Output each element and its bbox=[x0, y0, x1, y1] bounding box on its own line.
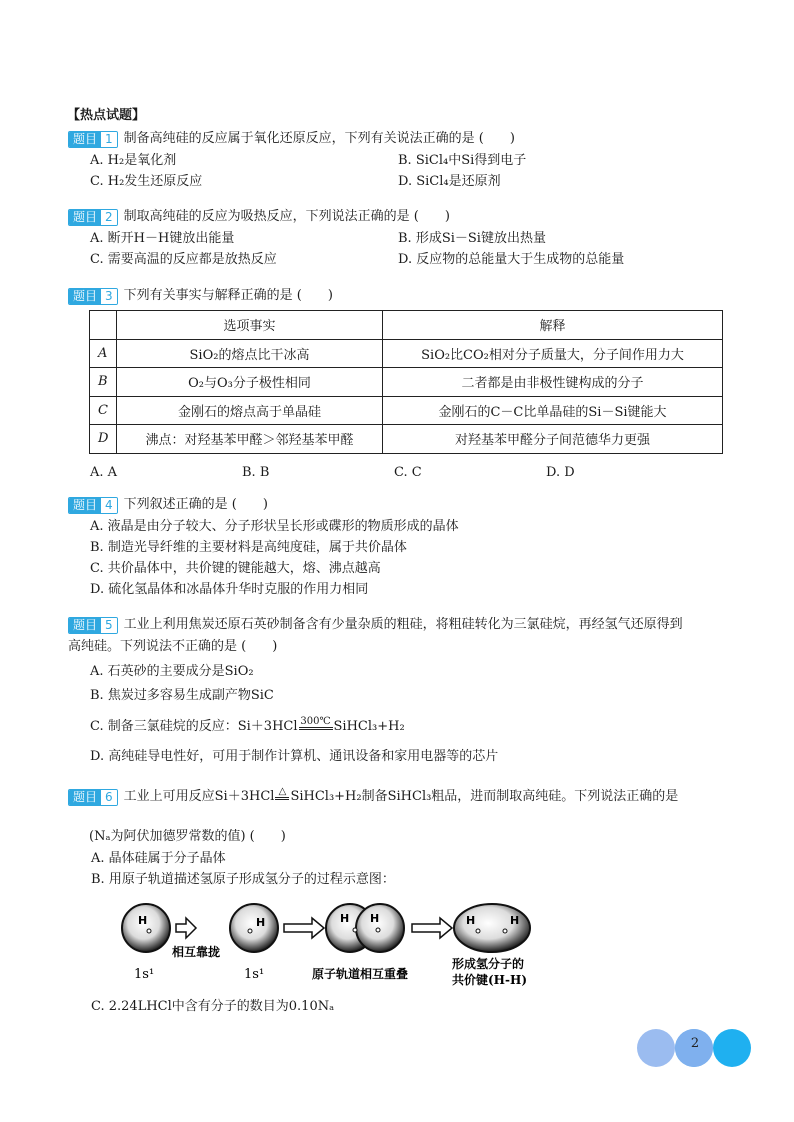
table-row bbox=[90, 368, 723, 397]
option-c: C. 需要高温的反应都是放热反应 bbox=[90, 252, 277, 267]
reaction-condition: △ bbox=[275, 787, 289, 808]
arrow-icon bbox=[284, 918, 324, 938]
page-number: 2 bbox=[690, 1036, 700, 1051]
equals-sign bbox=[299, 727, 333, 730]
table-cell: 金刚石的熔点高于单晶硅 bbox=[117, 396, 383, 425]
table-cell: 二者都是由非极性键构成的分子 bbox=[383, 368, 723, 397]
svg-text:相互靠拢: 相互靠拢 bbox=[172, 945, 221, 959]
arrow-icon bbox=[176, 918, 196, 938]
table-cell: SiO₂的熔点比干冰高 bbox=[117, 339, 383, 368]
option-d: D. SiCl₄是还原剂 bbox=[398, 174, 501, 189]
option-b: B. 制造光导纤维的主要材料是高纯度硅，属于共价晶体 bbox=[90, 540, 407, 555]
table-cell: 沸点：对羟基苯甲醛＞邻羟基苯甲醛 bbox=[117, 425, 383, 454]
arrow-icon bbox=[412, 918, 452, 938]
overlapping-orbitals bbox=[326, 904, 404, 952]
question-4 bbox=[68, 494, 728, 600]
svg-text:H: H bbox=[466, 914, 476, 927]
question-6-option-c bbox=[89, 996, 749, 1017]
option-b: B. 焦炭过多容易生成副产物SiC bbox=[90, 688, 274, 703]
option-a: A. 晶体硅属于分子晶体 bbox=[91, 851, 226, 866]
orbital-diagram bbox=[112, 902, 552, 994]
svg-text:H: H bbox=[138, 914, 148, 927]
question-badge: 题目 3 bbox=[68, 288, 118, 305]
option-a: A. 液晶是由分子较大、分子形状呈长形或碟形的物质形成的晶体 bbox=[90, 519, 459, 534]
question-stem: 制备高纯硅的反应属于氧化还原反应，下列有关说法正确的是 ( ) bbox=[123, 131, 515, 146]
option-a: A. A bbox=[90, 465, 118, 480]
option-c: C. C bbox=[394, 465, 422, 480]
section-title: 【热点试题】 bbox=[67, 108, 146, 123]
option-d: D. 高纯硅导电性好，可用于制作计算机、通讯设备和家用电器等的芯片 bbox=[90, 749, 499, 764]
question-badge: 题目 1 bbox=[68, 131, 118, 148]
question-badge: 题目 2 bbox=[68, 209, 118, 226]
option-c: C. 2.24LHCl中含有分子的数目为0.10Nₐ bbox=[91, 999, 335, 1014]
option-a: A. 断开H－H键放出能量 bbox=[90, 231, 235, 246]
svg-text:H: H bbox=[510, 914, 520, 927]
option-d: D. 反应物的总能量大于生成物的总能量 bbox=[398, 252, 625, 267]
question-3 bbox=[68, 285, 728, 307]
table-cell: A bbox=[90, 339, 117, 368]
question-stem: 制取高纯硅的反应为吸热反应，下列说法正确的是 ( ) bbox=[123, 209, 450, 224]
svg-text:1s¹: 1s¹ bbox=[244, 967, 265, 982]
question-badge: 题目 5 bbox=[68, 617, 118, 634]
table-cell: D bbox=[90, 425, 117, 454]
question-stem: 下列有关事实与解释正确的是 ( ) bbox=[123, 288, 333, 303]
svg-text:H: H bbox=[370, 912, 380, 925]
svg-text:共价键(H-H): 共价键(H-H) bbox=[452, 973, 528, 987]
question-6: 题目 6 工业上可用反应Si＋3HCl △ SiHCl₃+H₂制备SiHCl₃粗品，进而制取高纯硅。下列说法正确的是 bbox=[68, 786, 728, 808]
table-header-cell: 选项事实 bbox=[117, 311, 383, 340]
question-6-body bbox=[89, 826, 749, 890]
option-c: C. 制备三氯硅烷的反应：Si＋3HCl 300℃ SiHCl₃+H₂ bbox=[68, 716, 728, 737]
table-cell: O₂与O₃分子极性相同 bbox=[117, 368, 383, 397]
option-d: D. D bbox=[546, 465, 575, 480]
hydrogen-atom-2 bbox=[230, 904, 278, 952]
hydrogen-atom-1 bbox=[122, 904, 170, 952]
table-cell: 金刚石的C－C比单晶硅的Si－Si键能大 bbox=[383, 396, 723, 425]
option-a: A. H₂是氧化剂 bbox=[90, 153, 177, 168]
hydrogen-molecule bbox=[454, 904, 530, 952]
table-cell: B bbox=[90, 368, 117, 397]
svg-text:H: H bbox=[256, 916, 266, 929]
question-5 bbox=[68, 614, 728, 767]
table-cell: SiO₂比CO₂相对分子质量大，分子间作用力大 bbox=[383, 339, 723, 368]
svg-text:H: H bbox=[340, 912, 350, 925]
table-row bbox=[90, 339, 723, 368]
table-row bbox=[90, 425, 723, 454]
svg-text:形成氢分子的: 形成氢分子的 bbox=[452, 957, 525, 971]
facts-table bbox=[89, 310, 723, 454]
question-badge: 题目 6 bbox=[68, 789, 118, 806]
question-stem: 工业上利用焦炭还原石英砂制备含有少量杂质的粗硅，将粗硅转化为三氯硅烷，再经氢气还原得到 bbox=[123, 617, 683, 632]
table-cell: 对羟基苯甲醛分子间范德华力更强 bbox=[383, 425, 723, 454]
question-stem-cont: (Nₐ为阿伏加德罗常数的值) ( ) bbox=[89, 829, 286, 844]
option-b: B. 形成Si－Si键放出热量 bbox=[398, 231, 546, 246]
table-header-cell: 解释 bbox=[383, 311, 723, 340]
option-b: B. SiCl₄中Si得到电子 bbox=[398, 153, 527, 168]
option-b: B. B bbox=[242, 465, 270, 480]
question-3-options bbox=[68, 462, 728, 483]
option-a: A. 石英砂的主要成分是SiO₂ bbox=[90, 664, 254, 679]
reaction-condition: 300℃ bbox=[299, 716, 333, 737]
question-stem-cont: 高纯硅。下列说法不正确的是 ( ) bbox=[68, 639, 278, 654]
question-stem: 下列叙述正确的是 ( ) bbox=[123, 497, 268, 512]
option-c: C. H₂发生还原反应 bbox=[90, 174, 203, 189]
question-stem: SiHCl₃+H₂制备SiHCl₃粗品，进而制取高纯硅。下列说法正确的是 bbox=[290, 789, 679, 804]
table-row bbox=[90, 396, 723, 425]
question-2 bbox=[68, 206, 728, 270]
question-1 bbox=[68, 128, 728, 192]
option-b: B. 用原子轨道描述氢原子形成氢分子的过程示意图： bbox=[91, 872, 395, 887]
option-c: C. 共价晶体中，共价键的键能越大，熔、沸点越高 bbox=[90, 561, 381, 576]
option-d: D. 硫化氢晶体和冰晶体升华时克服的作用力相同 bbox=[90, 582, 369, 597]
svg-text:1s¹: 1s¹ bbox=[134, 967, 155, 982]
question-badge: 题目 4 bbox=[68, 497, 118, 514]
table-header-row bbox=[90, 311, 723, 340]
table-cell: C bbox=[90, 396, 117, 425]
svg-text:原子轨道相互重叠: 原子轨道相互重叠 bbox=[312, 967, 409, 981]
equals-sign bbox=[275, 797, 289, 800]
